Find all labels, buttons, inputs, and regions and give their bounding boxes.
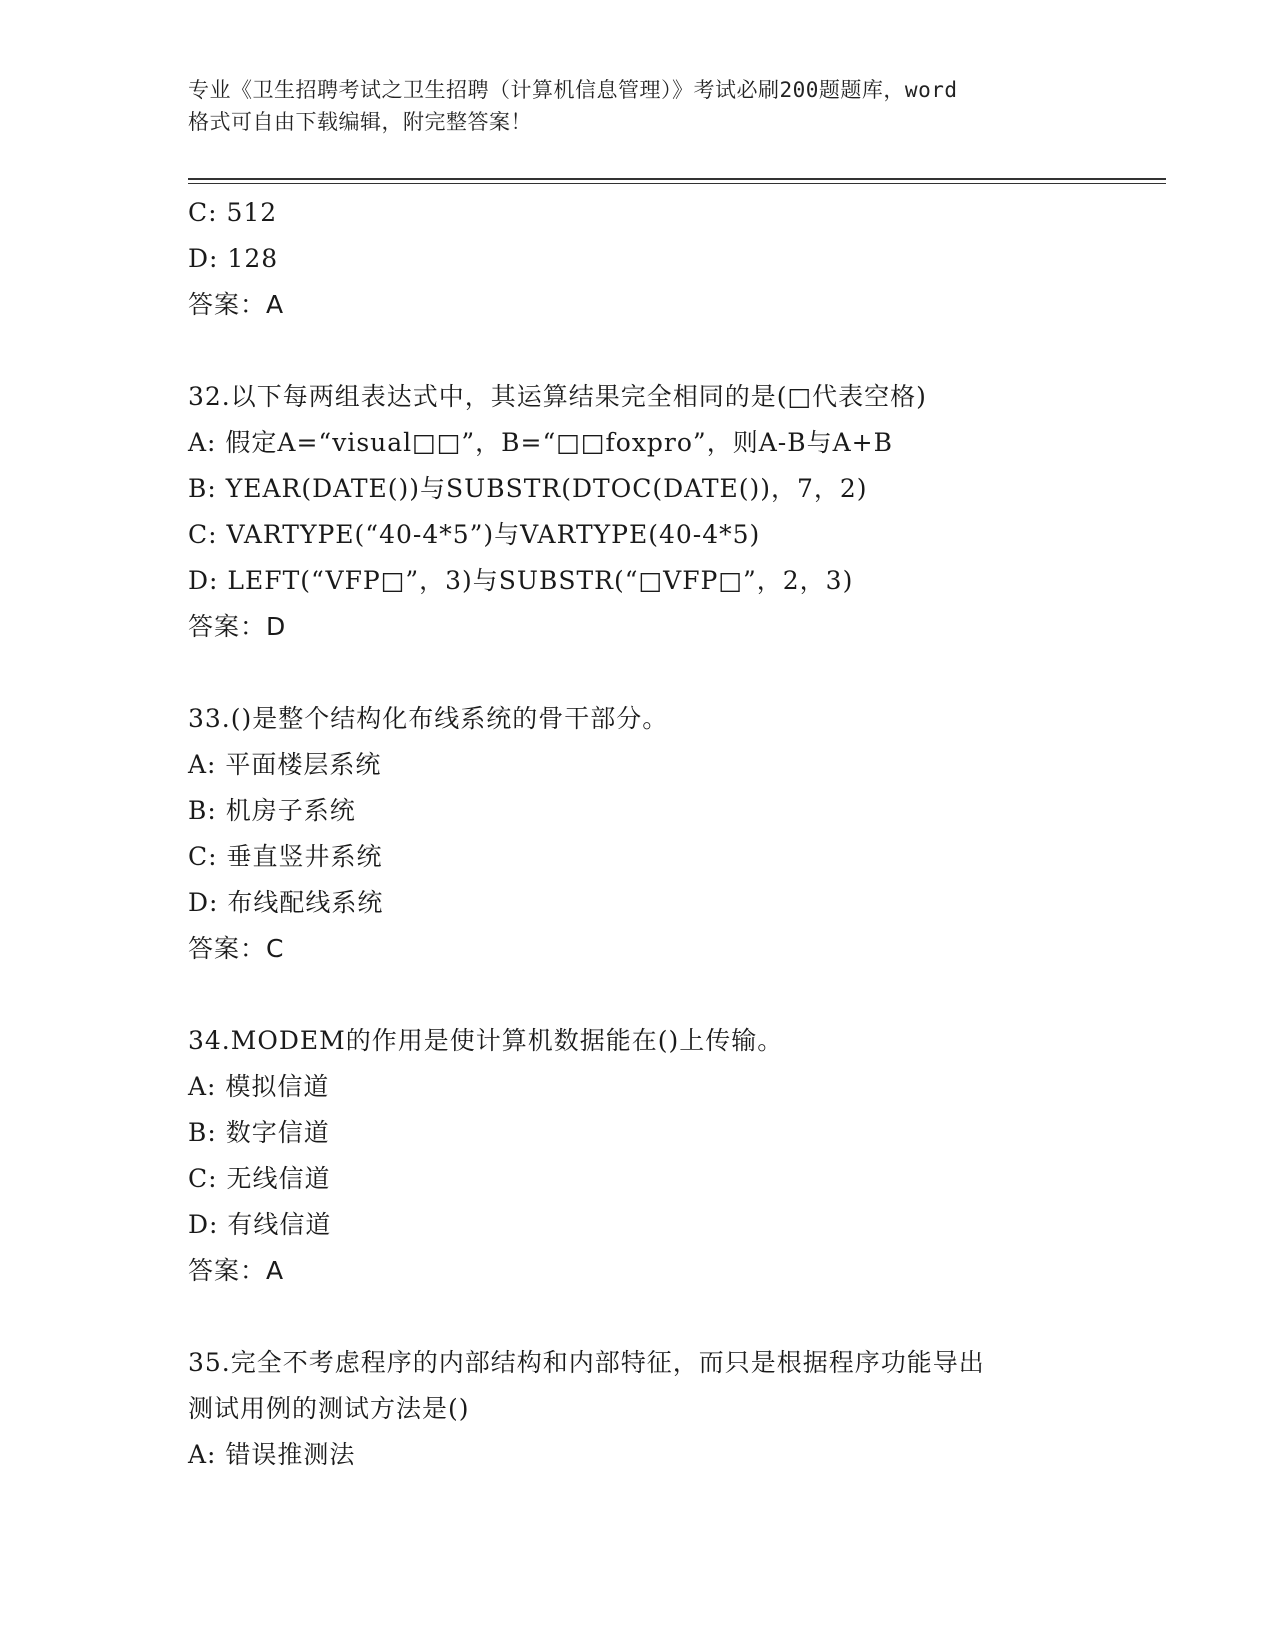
header-line-1: 专业《卫生招聘考试之卫生招聘（计算机信息管理）》考试必刷200题题库，word: [188, 78, 958, 102]
page-header: [188, 74, 1108, 138]
question-stem: 34.MODEM的作用是使计算机数据能在()上传输。: [188, 1026, 784, 1055]
option-a: A: 模拟信道: [188, 1072, 330, 1101]
spacer: [188, 650, 1148, 696]
answer-line: 答案：A: [188, 1256, 285, 1285]
header-line-2: 格式可自由下载编辑，附完整答案！: [188, 110, 532, 134]
document-body: [188, 190, 1148, 1478]
header-rule-thick: [188, 178, 1166, 180]
option-b: B: 数字信道: [188, 1118, 330, 1147]
option-d: D: 有线信道: [188, 1210, 332, 1239]
option-c: C: 无线信道: [188, 1164, 331, 1193]
option-a: A: 错误推测法: [188, 1440, 356, 1469]
answer-line: 答案：D: [188, 612, 287, 641]
question-34: [188, 1018, 1148, 1294]
question-stem-line-2: 测试用例的测试方法是(): [188, 1394, 470, 1423]
question-stem: 32.以下每两组表达式中，其运算结果完全相同的是(□代表空格): [188, 382, 927, 411]
question-stem: 33.()是整个结构化布线系统的骨干部分。: [188, 704, 669, 733]
header-rule-thin: [188, 183, 1166, 184]
question-33: [188, 696, 1148, 972]
option-b: B: 机房子系统: [188, 796, 356, 825]
option-d: D: LEFT(“VFP□”，3)与SUBSTR(“□VFP□”，2，3): [188, 566, 854, 595]
option-a: A: 平面楼层系统: [188, 750, 382, 779]
spacer: [188, 1294, 1148, 1340]
option-b: B: YEAR(DATE())与SUBSTR(DTOC(DATE())，7，2): [188, 474, 868, 503]
question-31-tail: [188, 190, 1148, 328]
option-a: A: 假定A=“visual□□”，B=“□□foxpro”，则A-B与A+B: [188, 428, 893, 457]
option-c: C: 垂直竖井系统: [188, 842, 383, 871]
spacer: [188, 328, 1148, 374]
question-stem-line-1: 35.完全不考虑程序的内部结构和内部特征，而只是根据程序功能导出: [188, 1348, 985, 1377]
answer-line: 答案：A: [188, 290, 285, 319]
question-35: [188, 1340, 1148, 1478]
option-c: C: 512: [188, 198, 278, 227]
answer-line: 答案：C: [188, 934, 285, 963]
option-d: D: 布线配线系统: [188, 888, 384, 917]
option-d: D: 128: [188, 244, 279, 273]
question-32: [188, 374, 1148, 650]
option-c: C: VARTYPE(“40-4*5”)与VARTYPE(40-4*5): [188, 520, 761, 549]
spacer: [188, 972, 1148, 1018]
